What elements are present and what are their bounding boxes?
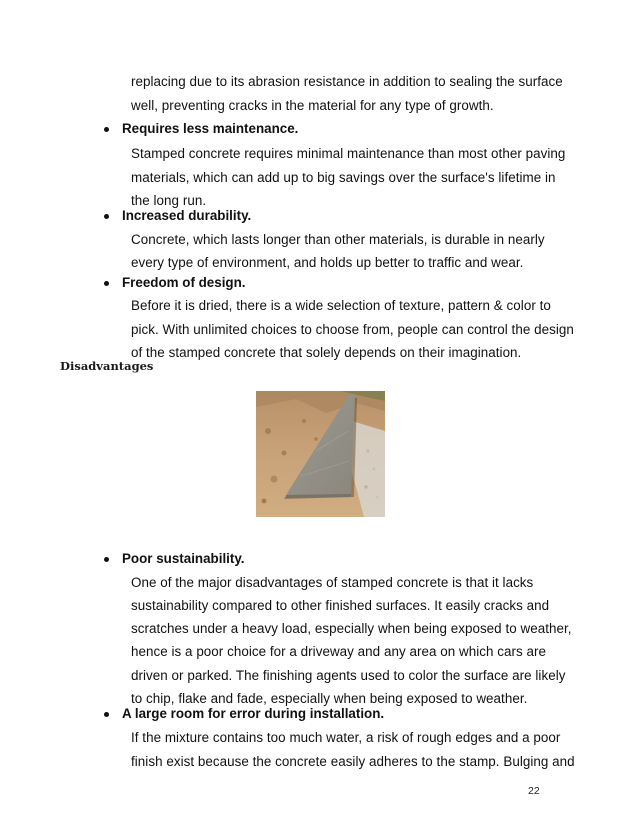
list-item-heading: A large room for error during installation. — [122, 706, 385, 721]
body-text-line: finish exist because the concrete easily adheres to the stamp. Bulging and — [131, 754, 575, 769]
bullet-icon — [104, 712, 109, 717]
body-text-line: If the mixture contains too much water, a risk of rough edges and a poor — [131, 730, 561, 745]
list-item — [0, 551, 638, 569]
concrete-path-photo — [256, 391, 385, 517]
body-text-line: replacing due to its abrasion resistance in addition to sealing the surface — [131, 74, 563, 89]
bullet-icon — [104, 127, 109, 132]
list-item — [0, 706, 638, 724]
body-text-line: One of the major disadvantages of stamped concrete is that it lacks — [131, 575, 534, 590]
list-item-heading: Freedom of design. — [122, 275, 246, 290]
body-text-line: Before it is dried, there is a wide selection of texture, pattern & color to — [131, 298, 551, 313]
body-text-line: sustainability compared to other finished surfaces. It easily cracks and — [131, 598, 550, 613]
list-item-heading: Requires less maintenance. — [122, 121, 299, 136]
body-text-line: the long run. — [131, 193, 207, 208]
bullet-icon — [104, 214, 109, 219]
list-item-heading: Increased durability. — [122, 208, 252, 223]
list-item — [0, 275, 638, 293]
body-text-line: materials, which can add up to big savings over the surface's lifetime in — [131, 170, 556, 185]
body-text-line: hence is a poor choice for a driveway and any area on which cars are — [131, 644, 547, 659]
list-item — [0, 121, 638, 139]
body-text-line: Stamped concrete requires minimal maintenance than most other paving — [131, 146, 566, 161]
list-item — [0, 208, 638, 226]
page-number: 22 — [528, 785, 540, 797]
bullet-icon — [104, 281, 109, 286]
body-text-line: Concrete, which lasts longer than other materials, is durable in nearly — [131, 232, 545, 247]
body-text-line: to chip, flake and fade, especially when being exposed to weather. — [131, 691, 528, 706]
body-text-line: scratches under a heavy load, especially when being exposed to weather, — [131, 621, 572, 636]
section-heading-disadvantages: Disadvantages — [60, 359, 154, 373]
body-text-line: of the stamped concrete that solely depends on their imagination. — [131, 345, 522, 360]
body-text-line: every type of environment, and holds up better to traffic and wear. — [131, 255, 524, 270]
bullet-icon — [104, 557, 109, 562]
list-item-heading: Poor sustainability. — [122, 551, 245, 566]
body-text-line: pick. With unlimited choices to choose from, people can control the design — [131, 322, 574, 337]
body-text-line: well, preventing cracks in the material for any type of growth. — [131, 98, 494, 113]
body-text-line: driven or parked. The finishing agents used to color the surface are likely — [131, 668, 566, 683]
